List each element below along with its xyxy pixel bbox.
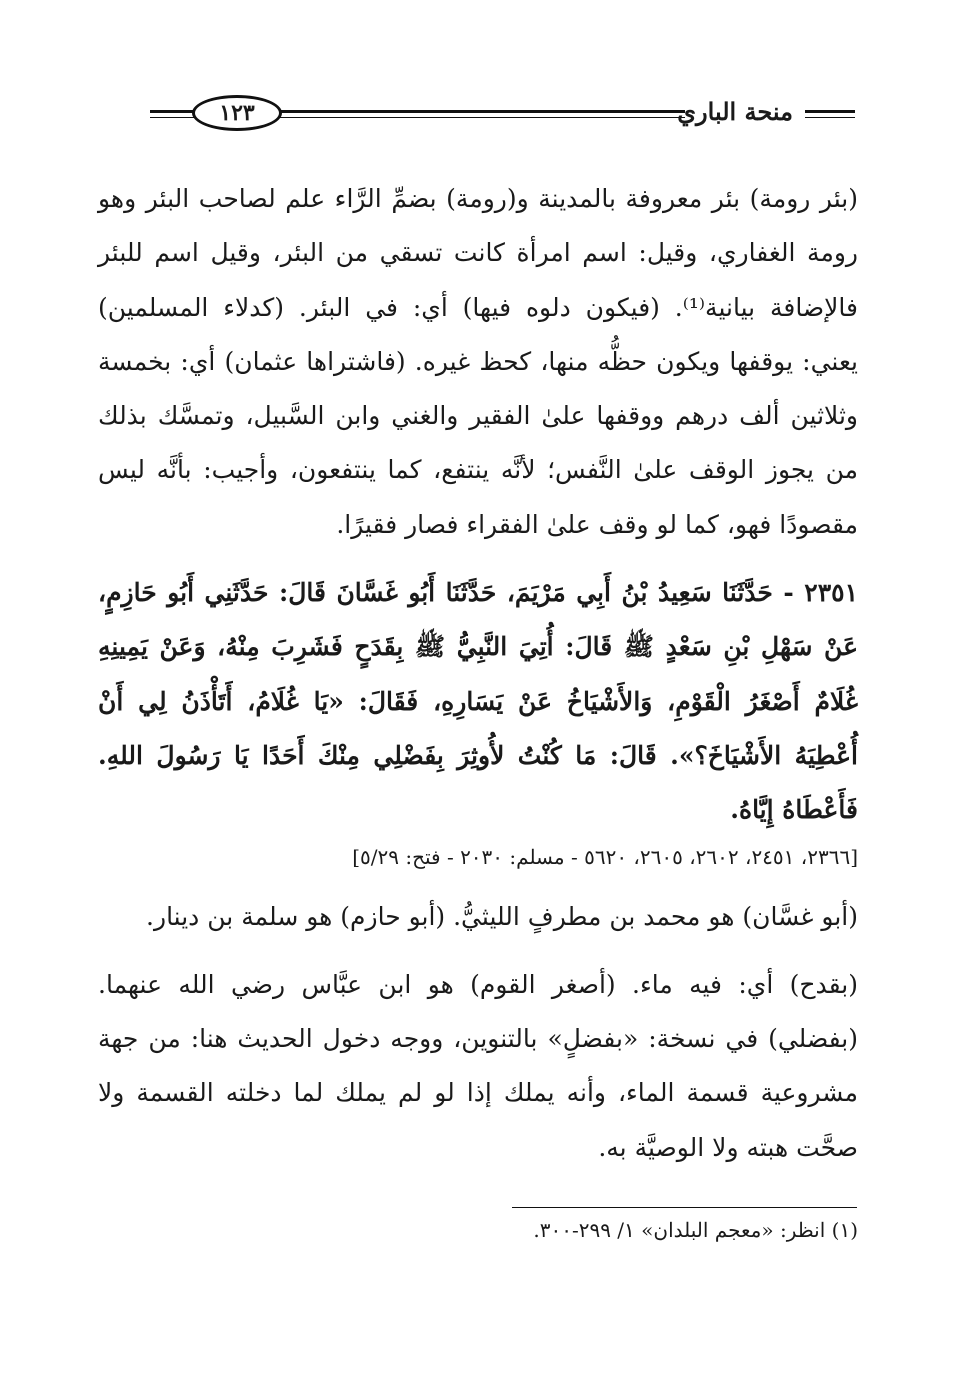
book-title: منحة الباري [677, 97, 793, 126]
header-rule-right [805, 110, 855, 118]
commentary-paragraph-3: (بقدح) أي: فيه ماء. (أصغر القوم) هو ابن عبَّاس رضي الله عنهما. (بفضلي) في نسخة: «بفضلٍ» بالتنوين، ووجه دخول الحديث هنا: من جهة مشروعية قسمة الماء، وأنه يملك إذا لو لم يملك لما دخلته القسمة ولا صحَّت هبته ولا الوصيَّة به. [98, 969, 858, 1162]
page-body [98, 172, 858, 1175]
footnote-divider [512, 1207, 857, 1208]
header-rule-center [280, 110, 685, 118]
footnote: (١) انظر: «معجم البلدان» ١/ ٢٩٩-٣٠٠. [533, 1218, 858, 1242]
hadith-references: [٢٣٦٦، ٢٤٥١، ٢٦٠٢، ٢٦٠٥، ٥٦٢٠ - مسلم: ٢٠٣٠ - فتح: ٥/٢٩] [352, 844, 858, 869]
commentary-paragraph-2: (أبو غسَّان) هو محمد بن مطرفٍ الليثيُّ. (أبو حازم) هو سلمة بن دينار. [146, 901, 858, 931]
commentary-paragraph-1: (بئر رومة) بئر معروفة بالمدينة و(رومة) بضمِّ الرَّاء علم لصاحب البئر وهو رومة الغفاري، وقيل: اسم امرأة كانت تسقي من البئر، وقيل اسم للبئر فالإضافة بيانية⁽¹⁾. (فيكون دلوه فيها) أي: في البئر. (كدلاء المسلمين) يعني: يوقفها ويكون حظُّه منها، كحظ غيره. (فاشتراها عثمان) أي: بخمسة وثلاثين ألف درهم ووقفها علىٰ الفقير والغني وابن السَّبيل، وتمسَّك بذلك من يجوز الوقف علىٰ النَّفس؛ لأنَّه ينتفع، كما ينتفعون، وأجيب: بأنَّه ليس مقصودًا فهو، كما لو وقف علىٰ الفقراء فصار فقيرًا. [98, 184, 858, 539]
page-number: ١٢٣ [192, 95, 282, 131]
hadith-text: ٢٣٥١ - حَدَّثَنَا سَعِيدُ بْنُ أَبِي مَرْيَمَ، حَدَّثَنَا أَبُو غَسَّانَ قَالَ: حَدَّثَنِي أَبُو حَازِمٍ، عَنْ سَهْلِ بْنِ سَعْدٍ ﷺ قَالَ: أُتِيَ النَّبِيُّ ﷺ بِقَدَحٍ فَشَرِبَ مِنْهُ، وَعَنْ يَمِينِهِ غُلَامٌ أَصْغَرُ الْقَوْمِ، وَالأَشْيَاخُ عَنْ يَسَارِهِ، فَقَالَ: «يَا غُلَامُ، أَتَأْذَنُ لِي أَنْ أُعْطِيَهُ الأَشْيَاخَ؟». قَالَ: مَا كُنْتُ لأُوثِرَ بِفَضْلِي مِنْكَ أَحَدًا يَا رَسُولَ اللهِ. فَأَعْطَاهُ إِيَّاهُ. [98, 578, 858, 825]
page-header [150, 93, 855, 139]
